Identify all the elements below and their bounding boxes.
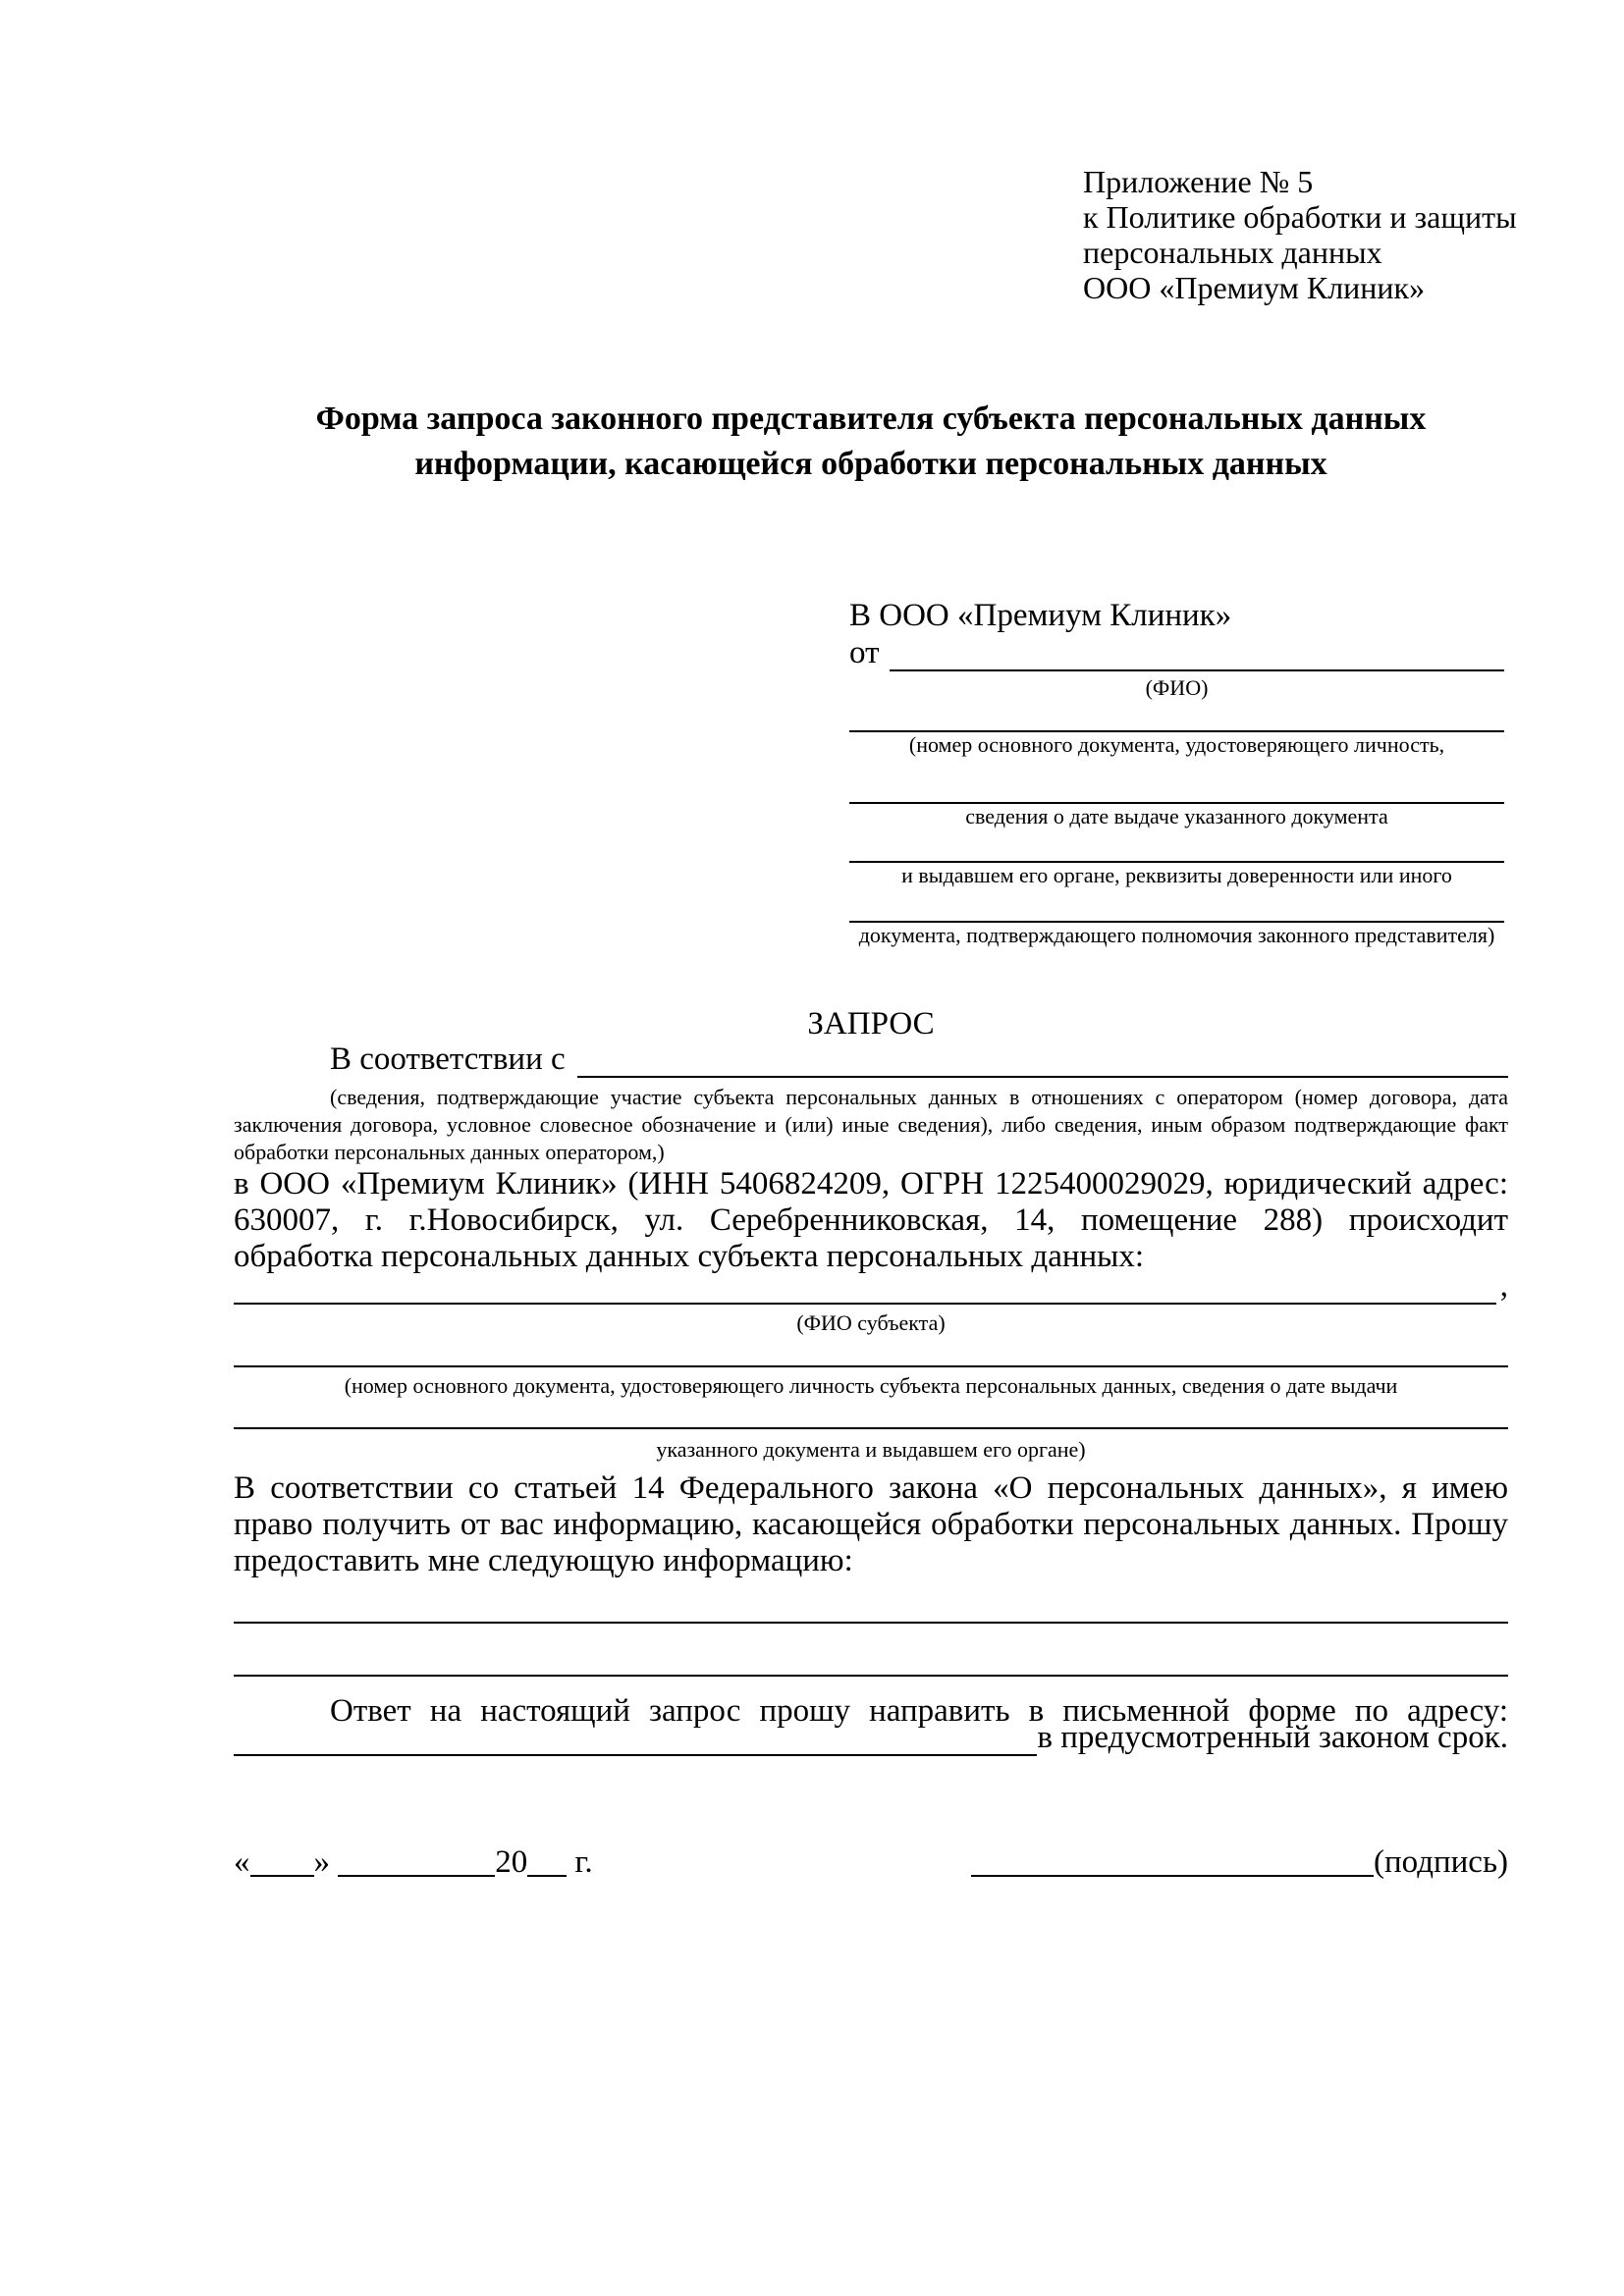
subject-doc-blank-line-1 bbox=[234, 1336, 1508, 1367]
signature-caption: (подпись) bbox=[1374, 1844, 1508, 1880]
year-prefix: 20 bbox=[495, 1844, 528, 1880]
subject-fio-caption: (ФИО субъекта) bbox=[796, 1310, 946, 1335]
intro-blank-line bbox=[577, 1076, 1508, 1078]
from-label: от bbox=[849, 635, 880, 670]
subject-fio-blank-line bbox=[234, 1303, 1496, 1305]
intro-row bbox=[234, 1041, 1508, 1078]
representative-field-caption-3: и выдавшем его органе, реквизиты доверенности или иного bbox=[901, 863, 1452, 887]
representative-field-caption-1: (номер основного документа, удостоверяющего личность, bbox=[908, 732, 1445, 757]
request-section bbox=[234, 1003, 1508, 1756]
subject-doc-caption-top: (номер основного документа, удостоверяющего личность субъекта персональных данных, сведения о дате выдачи bbox=[344, 1373, 1398, 1398]
representative-doc-blank-line-4 bbox=[849, 888, 1504, 923]
from-name-blank-line bbox=[890, 669, 1505, 671]
answer-paragraph: Ответ на настоящий запрос прошу направить в письменной форме по адресу: bbox=[330, 1693, 1508, 1729]
close-quote: » bbox=[313, 1844, 330, 1880]
document-title bbox=[234, 397, 1508, 487]
appendix-header bbox=[1083, 164, 1517, 305]
year-suffix-label: г. bbox=[574, 1844, 593, 1880]
subject-doc-caption-bottom: указанного документа и выдавшем его органе) bbox=[656, 1437, 1086, 1462]
answer-suffix: в предусмотренный законом срок. bbox=[1037, 1720, 1508, 1755]
requested-info-blank-line-1 bbox=[234, 1579, 1508, 1624]
request-heading: ЗАПРОС bbox=[807, 1006, 935, 1041]
intro-caption: (сведения, подтверждающие участие субъекта персональных данных в отношениях с оператором (номер договора, дата заключения договора, условное словесное обозначение и (или) иные сведения), либо сведения, иным образом подтверждающие факт обработки персональных данных оператором,) bbox=[234, 1085, 1508, 1164]
signature-blank bbox=[971, 1875, 1374, 1877]
operator-paragraph: в ООО «Премиум Клиник» (ИНН 5406824209, ОГРН 1225400029029, юридический адрес: 630007, г. г.Новосибирск, ул. Серебренниковская, 14, помещение 288) происходит обработка персональных данных субъекта персональных данных: bbox=[234, 1166, 1508, 1274]
appendix-line-3: персональных данных bbox=[1083, 235, 1382, 270]
law-paragraph: В соответствии со статьей 14 Федерального закона «О персональных данных», я имею право получить от вас информацию, касающейся обработки персональных данных. Прошу предоставить мне следующую информацию: bbox=[234, 1470, 1508, 1578]
representative-doc-blank-line-3 bbox=[849, 829, 1504, 863]
subject-doc-blank-line-2 bbox=[234, 1399, 1508, 1429]
title-line-2: информации, касающейся обработки персональных данных bbox=[414, 446, 1327, 482]
representative-field-caption-2: сведения о дате выдаче указанного документа bbox=[965, 804, 1388, 828]
signature-field bbox=[971, 1844, 1508, 1881]
intro-prefix: В соответствии с bbox=[330, 1041, 566, 1077]
date-field bbox=[234, 1844, 593, 1881]
title-line-1: Форма запроса законного представителя субъекта персональных данных bbox=[315, 400, 1427, 437]
subject-fio-row bbox=[234, 1268, 1508, 1305]
from-row bbox=[849, 636, 1504, 671]
recipient-block bbox=[849, 595, 1504, 948]
date-signature-row bbox=[234, 1845, 1508, 1881]
representative-doc-blank-line-1 bbox=[849, 701, 1504, 732]
representative-field-caption-4: документа, подтверждающего полномочия законного представителя) bbox=[858, 923, 1495, 947]
fio-caption: (ФИО) bbox=[1145, 675, 1209, 700]
answer-address-row bbox=[234, 1720, 1508, 1756]
appendix-line-4: ООО «Премиум Клиник» bbox=[1083, 270, 1426, 305]
open-quote: « bbox=[234, 1844, 250, 1880]
representative-doc-blank-line-2 bbox=[849, 758, 1504, 804]
day-blank bbox=[250, 1875, 314, 1877]
year-blank bbox=[527, 1875, 567, 1877]
appendix-line-1: Приложение № 5 bbox=[1083, 164, 1314, 199]
recipient-organization: В ООО «Премиум Клиник» bbox=[849, 598, 1232, 633]
month-blank bbox=[338, 1875, 495, 1877]
answer-address-blank-line bbox=[234, 1754, 1037, 1756]
requested-info-blank-line-2 bbox=[234, 1624, 1508, 1677]
appendix-line-2: к Политике обработки и защиты bbox=[1083, 199, 1517, 235]
subject-fio-trailing-comma: , bbox=[1499, 1268, 1508, 1304]
